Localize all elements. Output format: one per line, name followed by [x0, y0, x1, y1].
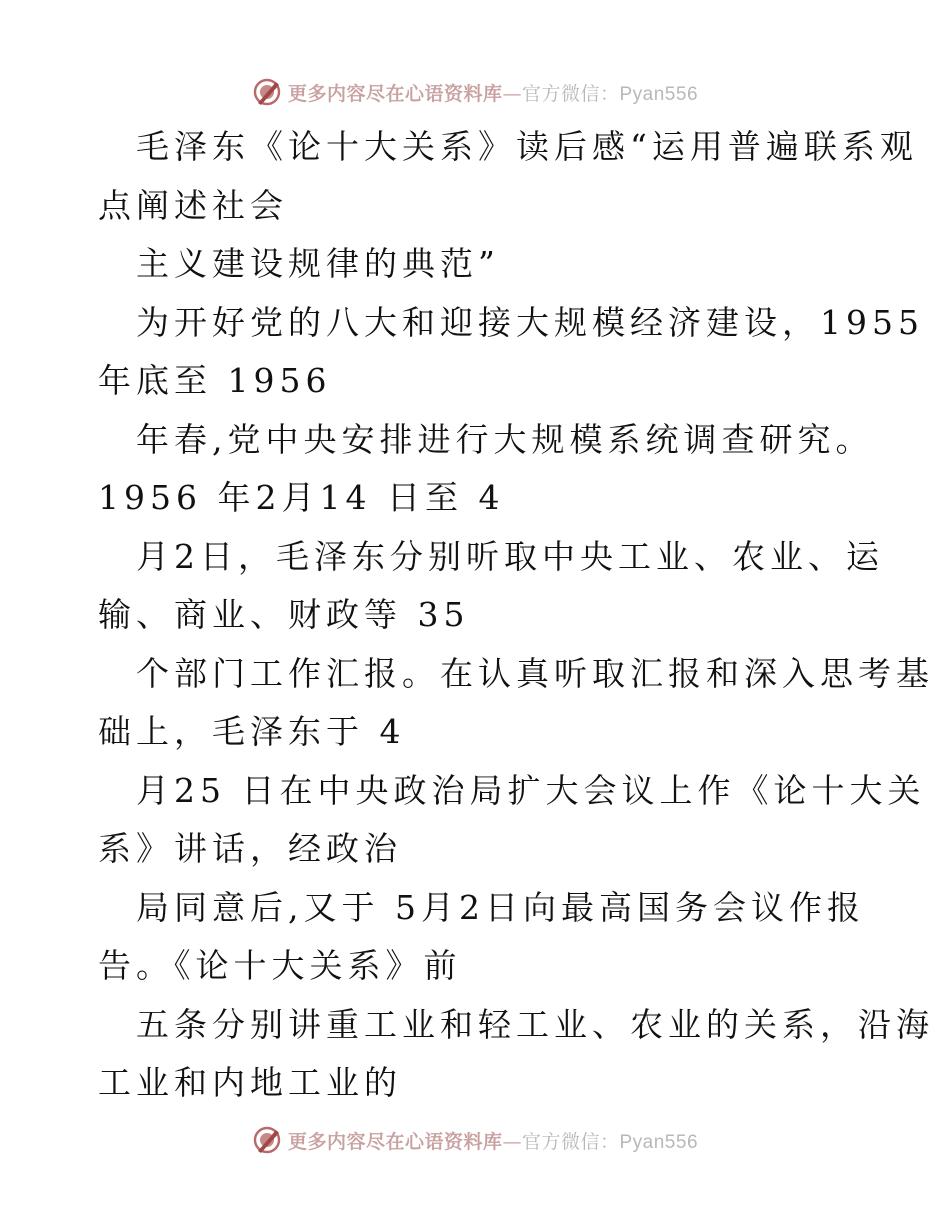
text-line: 月25 日在中央政治局扩大会议上作《论十大关: [136, 770, 926, 810]
text-line: 月2日，毛泽东分别听取中央工业、农业、运: [136, 536, 884, 576]
watermark-wechat-id: Pyan556: [619, 83, 699, 105]
document-body: [98, 118, 934, 1113]
text-line: 为开好党的八大和迎接大规模经济建设，1955: [136, 302, 924, 342]
text-line: 年底至 1956: [98, 361, 332, 400]
watermark-footer: [0, 1120, 950, 1160]
watermark-wechat-id: Pyan556: [619, 1131, 699, 1153]
brush-logo-icon: [252, 1125, 282, 1155]
watermark-dash: —: [502, 82, 522, 105]
text-line: 主义建设规律的典范”: [136, 244, 500, 283]
text-line: 年春,党中央安排进行大规模系统调查研究。: [136, 419, 874, 459]
text-line: 局同意后,又于 5月2日向最高国务会议作报: [136, 887, 865, 927]
text-line: 点阐述社会: [98, 185, 288, 225]
watermark-wechat-label: 官方微信：: [521, 82, 620, 105]
watermark-wechat-label: 官方微信：: [521, 1130, 620, 1153]
watermark-dash: —: [502, 1130, 522, 1153]
text-line: 告。《论十大关系》前: [98, 946, 462, 985]
text-line: 系》讲话，经政治: [98, 829, 402, 868]
text-line: 1956 年2月14 日至 4: [98, 478, 505, 517]
text-line: 毛泽东《论十大关系》读后感“运用普遍联系观: [136, 127, 918, 166]
text-line: 输、商业、财政等 35: [98, 595, 470, 634]
watermark-header: [0, 72, 950, 112]
watermark-main-text: 更多内容尽在心语资料库: [287, 1130, 503, 1153]
watermark-main-text: 更多内容尽在心语资料库: [287, 82, 503, 105]
text-line: 五条分别讲重工业和轻工业、农业的关系，沿海: [136, 1004, 934, 1044]
brush-logo-icon: [252, 77, 282, 107]
text-line: 个部门工作汇报。在认真听取汇报和深入思考基: [136, 653, 934, 693]
text-line: 础上，毛泽东于 4: [98, 712, 406, 751]
text-line: 工业和内地工业的: [98, 1063, 402, 1102]
